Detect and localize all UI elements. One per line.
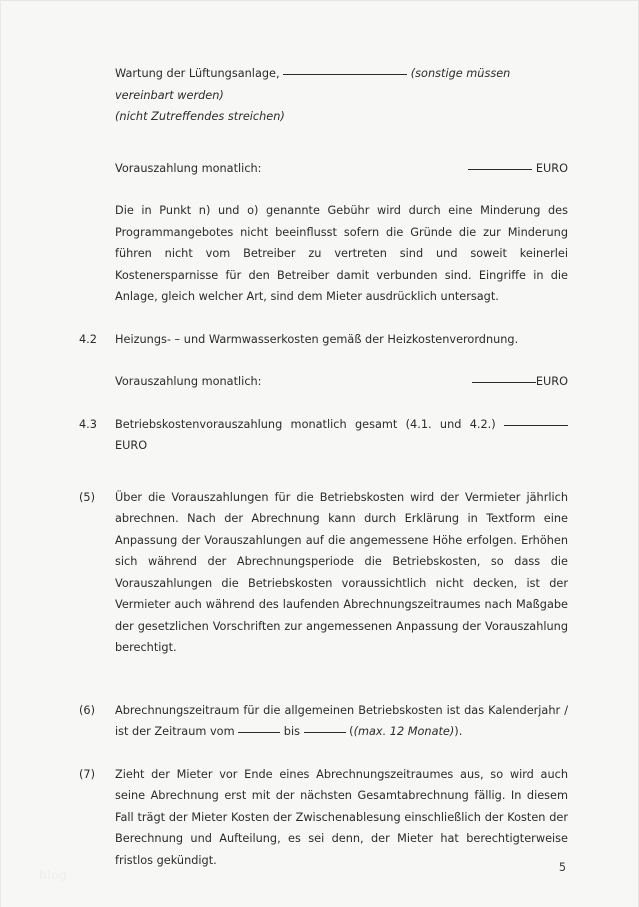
clause-7 [79,764,568,872]
spacer [79,659,568,700]
prepayment-2-blank-field[interactable] [472,382,536,383]
prepayment-2-content [115,371,568,393]
clause-6-paren-open: ( [349,725,354,738]
clause-4-3 [79,414,568,457]
spacer [79,457,568,487]
prepayment-2-currency: EURO [535,375,568,388]
prepayment-1-amount [468,158,568,180]
maintenance-line-1 [115,63,568,85]
prepayment-2-line [115,371,568,393]
clause-6-blank-to[interactable] [304,732,346,733]
clause-4-2-number: 4.2 [79,332,97,346]
maintenance-line1-plain: Wartung der Lüftungsanlage, [115,67,280,80]
fee-note-text: Die in Punkt n) und o) genannte Gebühr wird durch eine Minderung des Programmangebotes nicht beeinflusst sofern die Gründe die zur Minderung führen nicht vom Betreiber zu vertreten sind und soweit keinerlei Kostenersparnisse für den Betreiber damit verbunden sind. Eingriffe in die Anlage, gleich welcher Art, sind dem Mieter ausdrücklich untersagt. [115,204,568,303]
clause-4-3-text [115,414,568,457]
prepayment-row-1 [79,158,568,180]
prepayment-1-currency: EURO [535,161,568,175]
maintenance-block [79,63,568,128]
prepayment-2-label: Vorauszahlung monatlich: [115,375,262,388]
clause-6-text-part2: bis [283,725,300,738]
prepayment-1-line [115,158,568,180]
fee-note-block [79,200,568,308]
clause-6-text [115,700,568,743]
prepayment-2-amount [472,371,568,393]
page-number: 5 [558,861,566,874]
maintenance-blank-field[interactable] [283,74,407,75]
clause-4-3-number: 4.3 [79,417,97,431]
prepayment-1-label: Vorauszahlung monatlich: [115,161,262,175]
spacer [79,743,568,764]
spacer [79,393,568,414]
maintenance-text [115,63,568,128]
clause-7-text: Zieht der Mieter vor Ende eines Abrechnungszeitraumes aus, so wird auch seine Abrechnung erst mit der nächsten Gesamtabrechnung fällig. In diesem Fall trägt der Mieter Kosten der Zwischenablesung einschließlich der Kosten der Berechnung und Aufteilung, es sei denn, der Mieter hat berechtigterweise fristlos gekündigt. [115,767,568,867]
clause-4-3-blank-field[interactable] [504,425,568,426]
prepayment-1-content [115,158,568,180]
clause-6-max-months-note: (max. 12 Monate) [353,725,455,738]
maintenance-line-3: (nicht Zutreffendes streichen) [115,110,285,123]
clause-6-period: . [458,725,463,738]
prepayment-row-2 [79,371,568,393]
prepayment-1-blank-field[interactable] [468,169,532,170]
clause-4-3-currency: EURO [115,439,148,452]
clause-6-number: (6) [79,703,96,717]
maintenance-line1-italic-tail: (sonstige müssen [410,67,511,80]
document-body [79,63,568,871]
clause-6-blank-from[interactable] [238,732,280,733]
spacer [79,308,568,329]
spacer [79,128,568,158]
clause-4-2 [79,329,568,351]
clause-6-paren-close: ) [454,725,459,738]
clause-5-text: Über die Vorauszahlungen für die Betriebskosten wird der Vermieter jährlich abrechnen. Nach der Abrechnung kann durch Erklärung in Textform eine Anpassung der Vorauszahlungen auf die angemessene Höhe erfolgen. Erhöhen sich während der Abrechnungsperiode die Betriebskosten, so dass die Vorauszahlungen die Betriebskosten voraussichtlich nicht decken, ist der Vermieter auch während des laufenden Abrechnungszeitraumes nach Maßgabe der gesetzlichen Vorschriften zur angemessenen Anpassung der Vorauszahlung berechtigt. [115,490,568,654]
spacer [79,350,568,371]
clause-4-2-text: Heizungs- – und Warmwasserkosten gemäß der Heizkostenverordnung. [115,332,519,346]
clause-5-number: (5) [79,490,96,504]
clause-6-text-part1: Abrechnungszeitraum für die allgemeinen Betriebskosten ist das Kalenderjahr / ist der Zeitraum vom [115,703,568,738]
clause-4-3-text-before: Betriebskostenvorauszahlung monatlich gesamt (4.1. und 4.2.) [115,417,496,431]
watermark: blog [39,868,68,882]
clause-5 [79,487,568,659]
spacer [79,179,568,200]
clause-6 [79,700,568,743]
clause-7-number: (7) [79,767,96,781]
maintenance-line-2: vereinbart werden) [115,88,224,102]
